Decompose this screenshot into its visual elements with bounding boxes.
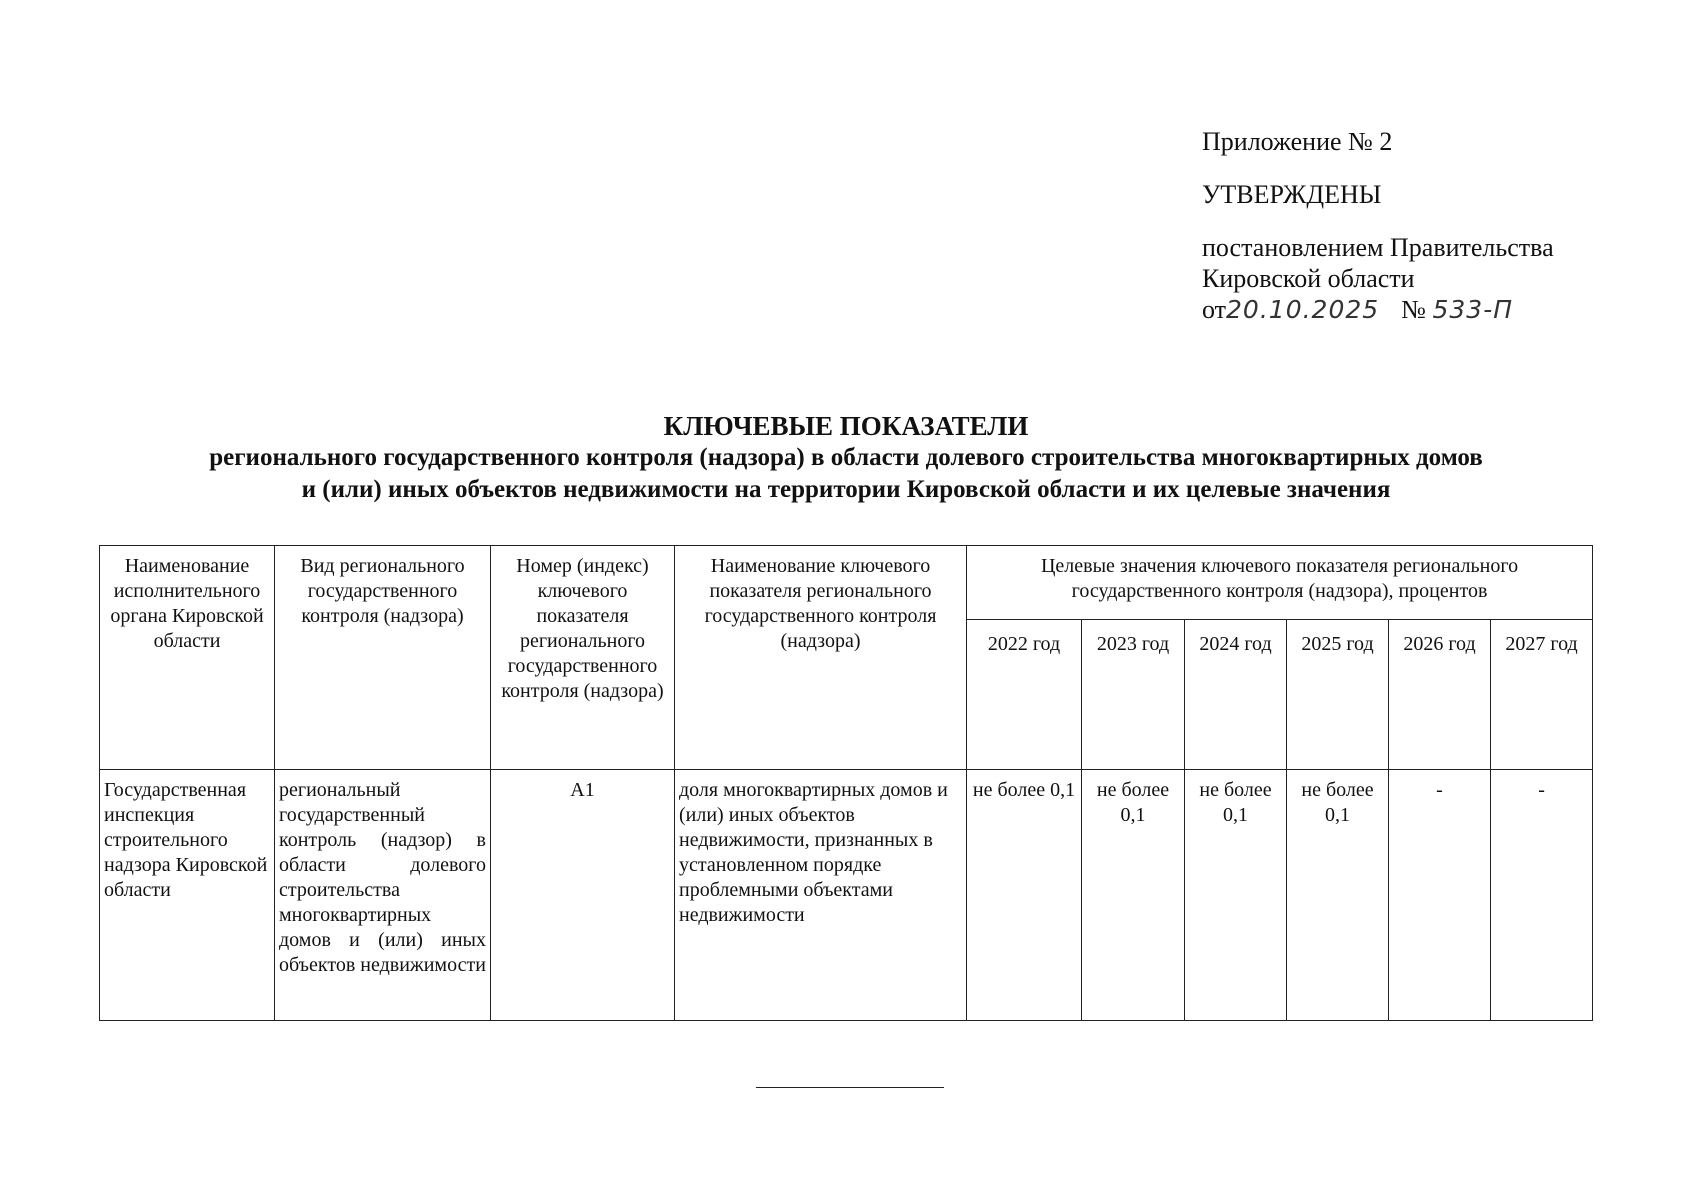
table-row [100, 770, 1593, 1021]
header-year: 2027 год [1491, 620, 1593, 770]
header-index: Номер (индекс) ключевого показателя регионального государственного контроля (надзора) [491, 546, 675, 770]
cell-value: - [1491, 770, 1593, 1021]
header-target-values: Целевые значения ключевого показателя регионального государственного контроля (надзора), процентов [967, 546, 1593, 620]
indicators-table [99, 545, 1593, 1021]
cell-value: не более 0,1 [1185, 770, 1287, 1021]
resolution-number: 533-П [1432, 295, 1514, 324]
header-year: 2025 год [1287, 620, 1389, 770]
number-prefix: № [1401, 295, 1426, 324]
appendix-label: Приложение № 2 [1202, 127, 1393, 156]
cell-value: не более 0,1 [967, 770, 1082, 1021]
header-year: 2022 год [967, 620, 1082, 770]
title-main: КЛЮЧЕВЫЕ ПОКАЗАТЕЛИ [663, 411, 1029, 441]
header-year: 2024 год [1185, 620, 1287, 770]
table-header-row [100, 546, 1593, 620]
resolution-line-1: постановлением Правительства [1202, 233, 1554, 262]
title-subtitle-2: и (или) иных объектов недвижимости на территории Кировской области и их целевые значения [301, 476, 1391, 503]
document-title [0, 410, 1692, 506]
header-control-type: Вид регионального государственного контроля (надзора) [275, 546, 491, 770]
resolution-line-2: Кировской области [1202, 264, 1415, 293]
approval-block [1202, 126, 1682, 325]
header-year: 2023 год [1082, 620, 1185, 770]
cell-executive-body: Государственная инспекция строительного надзора Кировской области [100, 770, 275, 1021]
resolution-date: 20.10.2025 [1226, 295, 1380, 324]
cell-control-type: региональный государственный контроль (надзор) в области долевого строительства многоквартирных домов и (или) иных объектов недвижимости [275, 770, 491, 1021]
date-prefix: от [1202, 295, 1227, 324]
cell-index: А1 [491, 770, 675, 1021]
header-year: 2026 год [1389, 620, 1491, 770]
cell-value: не более 0,1 [1082, 770, 1185, 1021]
cell-value: - [1389, 770, 1491, 1021]
cell-value: не более 0,1 [1287, 770, 1389, 1021]
header-executive-body: Наименование исполнительного органа Кировской области [100, 546, 275, 770]
title-subtitle-1: регионального государственного контроля (надзора) в области долевого строительства многоквартирных домов [209, 444, 1483, 471]
approved-label: УТВЕРЖДЕНЫ [1202, 180, 1382, 209]
header-indicator-name: Наименование ключевого показателя регионального государственного контроля (надзора) [675, 546, 967, 770]
cell-indicator-name: доля многоквартирных домов и (или) иных объектов недвижимости, признанных в установленном порядке проблемными объектами недвижимости [675, 770, 967, 1021]
resolution-date-line [1202, 294, 1682, 325]
end-separator-line [756, 1087, 944, 1088]
